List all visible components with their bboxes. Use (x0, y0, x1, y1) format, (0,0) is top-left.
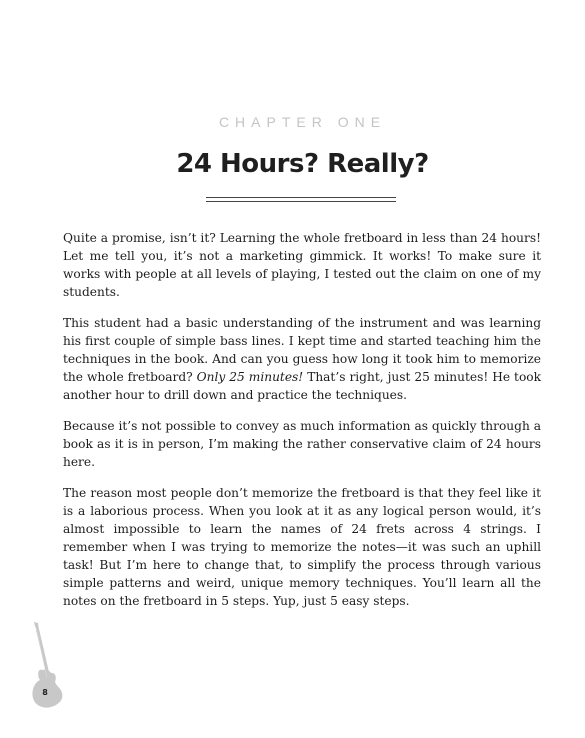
chapter-label: CHAPTER ONE (218, 114, 387, 130)
title-divider-top (206, 197, 396, 198)
paragraph-2-emphasis: Only 25 minutes! (196, 370, 304, 384)
paragraph-2-after: That’s right, just 25 minutes! He took another hour to drill down and practice the techniques. (63, 370, 542, 402)
page-number: 8 (42, 688, 48, 697)
title-divider-bottom (206, 201, 396, 202)
chapter-title: 24 Hours? Really? (176, 149, 429, 179)
bass-guitar-icon (28, 622, 68, 712)
paragraph-2-before: This student had a basic understanding of the instrument and was learning his first couple of simple bass lines. I kept time and started teaching him the techniques in the book. And can you guess how long it took him to memorize the whole fretboard? (63, 316, 541, 384)
paragraph-3: Because it’s not possible to convey as much information as quickly through a book as it is in person, I’m making the rather conservative claim of 24 hours here. (63, 419, 541, 469)
body-text (63, 229, 541, 623)
paragraph-4: The reason most people don’t memorize the fretboard is that they feel like it is a laborious process. When you look at it as any logical person would, it’s almost impossible to learn the names of 24 frets across 4 strings. I remember when I was trying to memorize the notes—it was such an uphill task! But I’m here to change that, to simplify the process through various simple patterns and weird, unique memory techniques. You’ll learn all the notes on the fretboard in 5 steps. Yup, just 5 easy steps. (63, 486, 541, 608)
paragraph-1: Quite a promise, isn’t it? Learning the whole fretboard in less than 24 hours! Let me tell you, it’s not a marketing gimmick. It works! To make sure it works with people at all levels of playing, I tested out the claim on one of my students. (63, 231, 541, 299)
paragraph-2 (63, 314, 541, 404)
